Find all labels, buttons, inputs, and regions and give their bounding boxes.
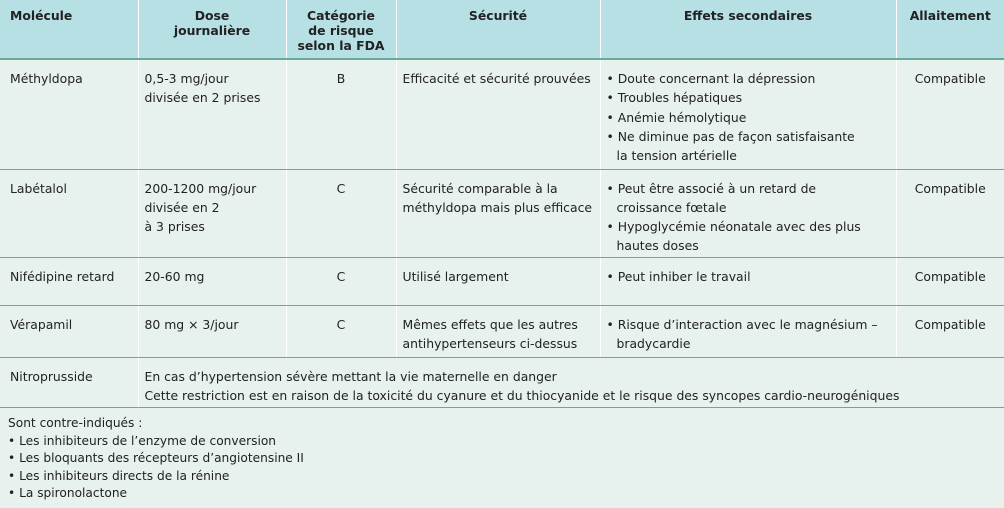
- header-allaitement: Allaitement: [896, 0, 1004, 59]
- header-fda-category: [286, 0, 396, 59]
- header-dose-line: journalière: [173, 23, 251, 38]
- dose-line: 0,5-3 mg/jour: [144, 71, 229, 86]
- cell-fda-category: C: [286, 257, 396, 305]
- dose-line: 200-1200 mg/jour: [144, 180, 257, 196]
- header-securite: Sécurité: [396, 0, 600, 59]
- cell-molecule: Nifédipine retard: [0, 257, 138, 305]
- cell-allaitement: Compatible: [896, 59, 1004, 169]
- header-dose: [138, 0, 286, 59]
- effet-item-continuation: croissance fœtale: [616, 199, 727, 215]
- cell-fda-category: B: [286, 59, 396, 169]
- cell-allaitement: Compatible: [896, 169, 1004, 257]
- effet-item: • Anémie hémolytique: [606, 109, 747, 125]
- header-dose-line: Dose: [194, 8, 230, 23]
- cell-molecule: Nitroprusside: [0, 357, 138, 407]
- cell-effets: [600, 59, 896, 169]
- effet-item: • Troubles hépatiques: [606, 90, 743, 106]
- cell-molecule: Labétalol: [0, 169, 138, 257]
- cell-molecule: Vérapamil: [0, 305, 138, 357]
- cell-dose: [138, 59, 286, 169]
- table-row: [0, 59, 1004, 169]
- header-effets: Effets secondaires: [600, 0, 896, 59]
- table-row-nitroprusside: [0, 357, 1004, 407]
- contraindications-note: [0, 409, 1004, 508]
- effet-item-continuation: hautes doses: [616, 238, 699, 254]
- cell-dose: [138, 305, 286, 357]
- effet-item-continuation: bradycardie: [616, 335, 691, 351]
- contraindications-title: Sont contre-indiqués :: [8, 416, 143, 430]
- securite-line: Mêmes effets que les autres: [402, 316, 578, 332]
- effet-item: • Risque d’interaction avec le magnésium –: [606, 316, 878, 332]
- contraindication-item: • Les bloquants des récepteurs d’angiotensine II: [8, 451, 304, 465]
- cell-effets: [600, 305, 896, 357]
- cell-fda-category: C: [286, 305, 396, 357]
- header-fda-line: Catégorie: [307, 8, 375, 23]
- contraindication-item: • Les inhibiteurs de l’enzyme de conversion: [8, 433, 277, 448]
- cell-allaitement: Compatible: [896, 305, 1004, 357]
- header-fda-line: de risque: [308, 23, 374, 38]
- cell-dose: [138, 257, 286, 305]
- cell-securite: [396, 305, 600, 357]
- table-row: [0, 305, 1004, 357]
- cell-securite: [396, 257, 600, 305]
- table-row: [0, 169, 1004, 257]
- dose-line: divisée en 2: [144, 199, 220, 215]
- securite-line: Efficacité et sécurité prouvées: [402, 71, 591, 86]
- cell-effets: [600, 257, 896, 305]
- cell-molecule: Méthyldopa: [0, 59, 138, 169]
- dose-line: 20-60 mg: [144, 268, 205, 284]
- effet-item: • Peut être associé à un retard de: [606, 180, 817, 196]
- dose-line: à 3 prises: [144, 219, 205, 235]
- table-row: [0, 257, 1004, 305]
- effet-item: • Peut inhiber le travail: [606, 268, 751, 284]
- effet-item: • Doute concernant la dépression: [606, 71, 816, 86]
- nitro-note-line: Cette restriction est en raison de la toxicité du cyanure et du thiocyanide et le risque des syncopes cardio-neurogéniques: [144, 387, 900, 403]
- securite-line: antihypertenseurs ci-dessus: [402, 335, 578, 351]
- cell-effets: [600, 169, 896, 257]
- securite-line: méthyldopa mais plus efficace: [402, 199, 593, 215]
- cell-securite: [396, 169, 600, 257]
- header-row: [0, 0, 1004, 59]
- nitro-note-line: En cas d’hypertension sévère mettant la vie maternelle en danger: [144, 368, 557, 384]
- effet-item: • Ne diminue pas de façon satisfaisante: [606, 128, 855, 144]
- effet-item: • Hypoglycémie néonatale avec des plus: [606, 219, 861, 235]
- securite-line: Sécurité comparable à la: [402, 180, 558, 196]
- contraindication-item: • La spironolactone: [8, 486, 128, 500]
- cell-securite: [396, 59, 600, 169]
- header-fda-line: selon la FDA: [297, 38, 385, 53]
- cell-fda-category: C: [286, 169, 396, 257]
- cell-dose: [138, 169, 286, 257]
- dose-line: divisée en 2 prises: [144, 90, 261, 106]
- contraindication-item: • Les inhibiteurs directs de la rénine: [8, 468, 230, 483]
- header-molecule: Molécule: [0, 0, 138, 59]
- cell-allaitement: Compatible: [896, 257, 1004, 305]
- securite-line: Utilisé largement: [402, 268, 509, 284]
- effet-item-continuation: la tension artérielle: [616, 148, 737, 164]
- dose-line: 80 mg × 3/jour: [144, 316, 239, 332]
- cell-nitroprusside-note: [138, 357, 1004, 407]
